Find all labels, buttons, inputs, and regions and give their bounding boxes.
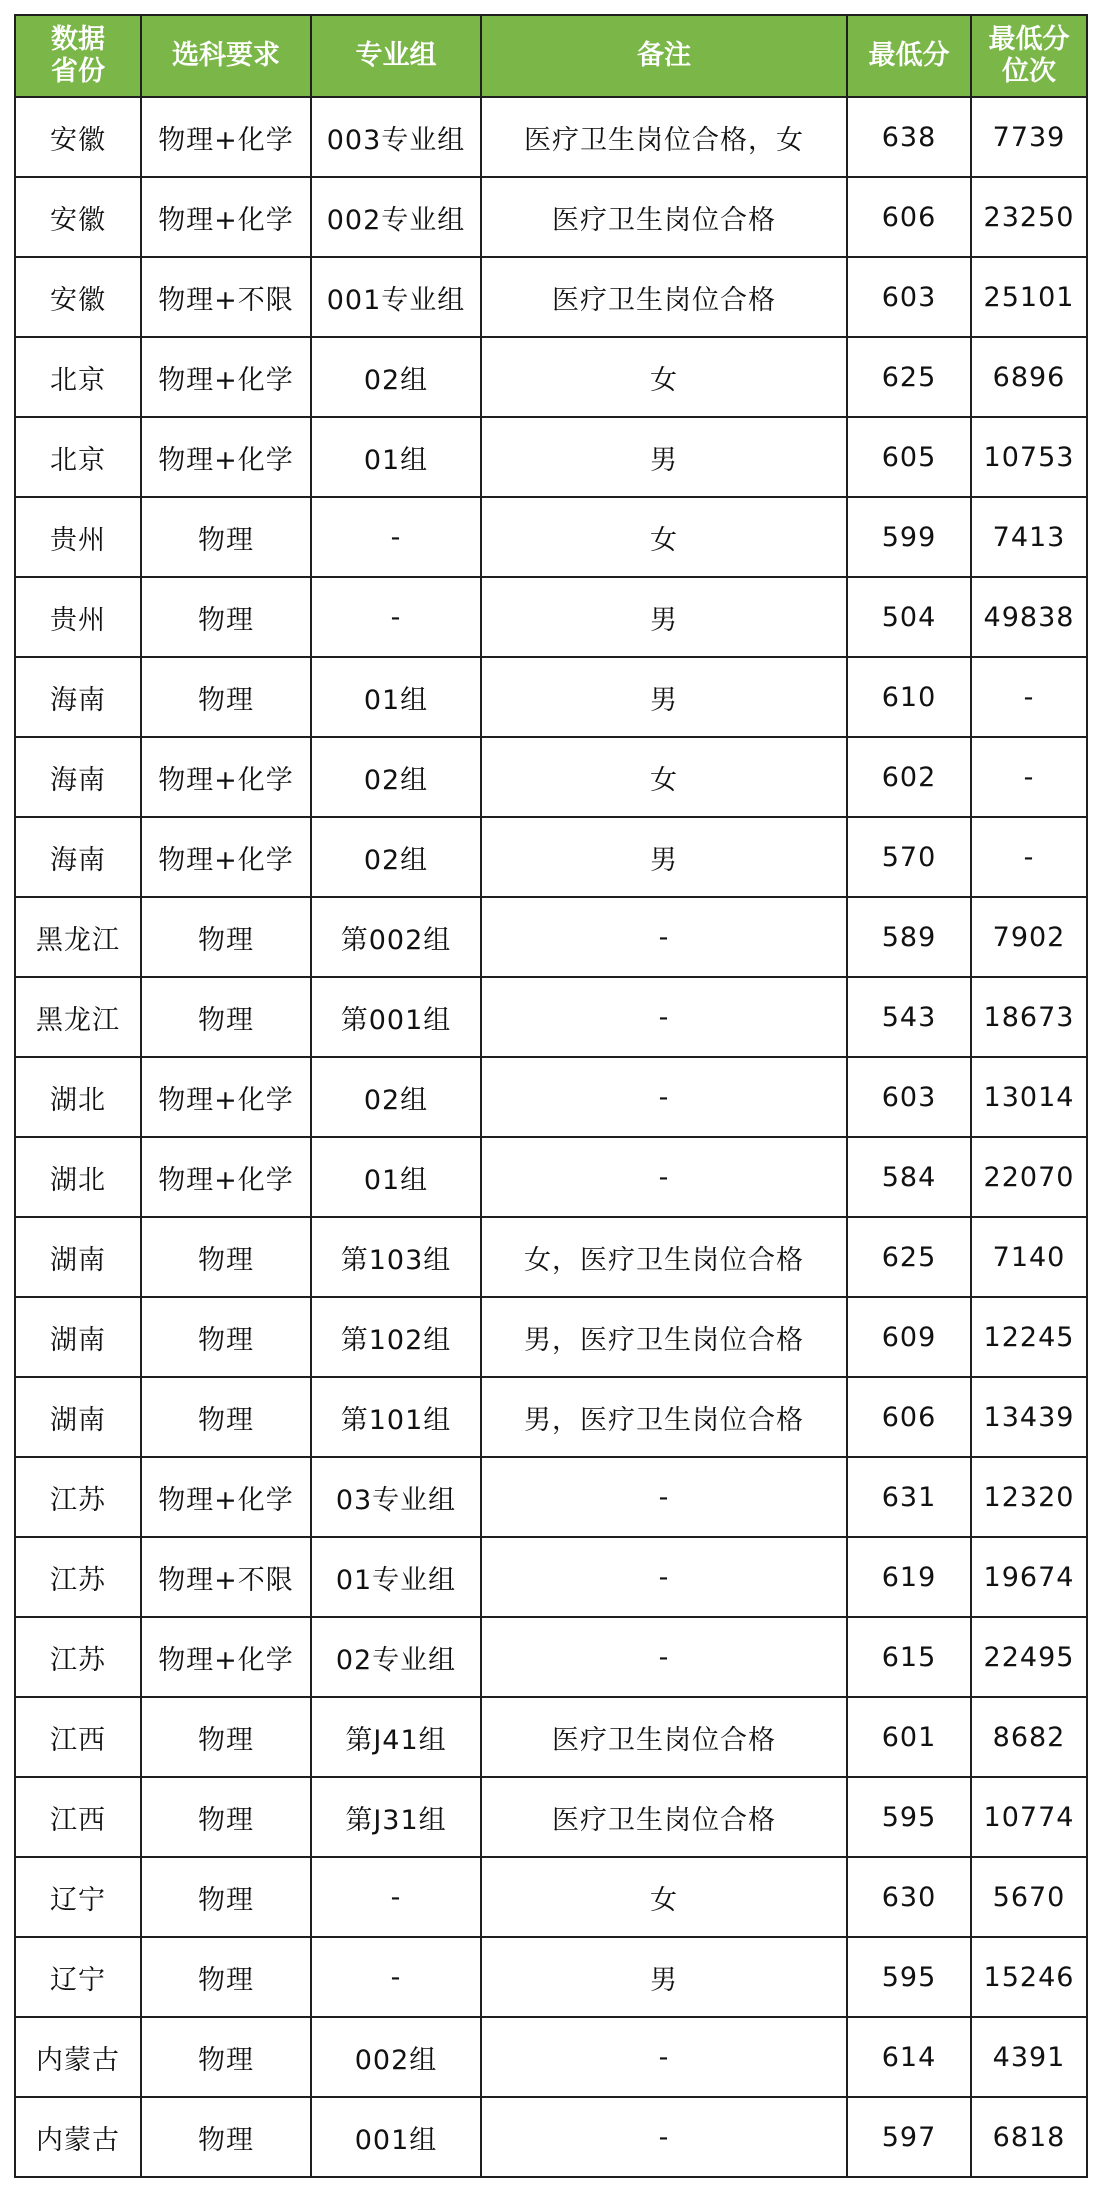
cell-province: 海南 bbox=[15, 657, 141, 737]
table-row bbox=[15, 2097, 1087, 2177]
cell-min-score: 595 bbox=[847, 1937, 971, 2017]
cell-remark: - bbox=[481, 1057, 847, 1137]
cell-min-score: 597 bbox=[847, 2097, 971, 2177]
cell-subjects: 物理 bbox=[141, 1937, 311, 2017]
cell-min-rank: 13014 bbox=[971, 1057, 1087, 1137]
cell-group: 02组 bbox=[311, 737, 481, 817]
table-row bbox=[15, 2017, 1087, 2097]
table-row bbox=[15, 1217, 1087, 1297]
cell-province: 海南 bbox=[15, 817, 141, 897]
cell-remark: 女 bbox=[481, 737, 847, 817]
table-row bbox=[15, 1057, 1087, 1137]
cell-remark: - bbox=[481, 1617, 847, 1697]
cell-province: 湖北 bbox=[15, 1057, 141, 1137]
cell-min-rank: 18673 bbox=[971, 977, 1087, 1057]
header-row bbox=[15, 15, 1087, 97]
table-row bbox=[15, 977, 1087, 1057]
cell-subjects: 物理+化学 bbox=[141, 1457, 311, 1537]
cell-group: 001专业组 bbox=[311, 257, 481, 337]
table-row bbox=[15, 817, 1087, 897]
cell-min-rank: 49838 bbox=[971, 577, 1087, 657]
cell-remark: - bbox=[481, 977, 847, 1057]
cell-subjects: 物理+化学 bbox=[141, 1057, 311, 1137]
cell-subjects: 物理 bbox=[141, 497, 311, 577]
cell-min-score: 615 bbox=[847, 1617, 971, 1697]
cell-group: 02组 bbox=[311, 817, 481, 897]
cell-remark: 医疗卫生岗位合格 bbox=[481, 177, 847, 257]
cell-group: 002专业组 bbox=[311, 177, 481, 257]
cell-min-rank: - bbox=[971, 737, 1087, 817]
cell-province: 海南 bbox=[15, 737, 141, 817]
cell-min-score: 625 bbox=[847, 337, 971, 417]
cell-subjects: 物理 bbox=[141, 1377, 311, 1457]
table-row bbox=[15, 1697, 1087, 1777]
header-province-line1: 数据 bbox=[51, 24, 105, 55]
cell-min-rank: 15246 bbox=[971, 1937, 1087, 2017]
cell-province: 北京 bbox=[15, 417, 141, 497]
cell-group: 01专业组 bbox=[311, 1537, 481, 1617]
cell-subjects: 物理+化学 bbox=[141, 97, 311, 177]
table-row bbox=[15, 1377, 1087, 1457]
table-header bbox=[15, 15, 1087, 97]
cell-min-score: 602 bbox=[847, 737, 971, 817]
header-min-rank-line2: 位次 bbox=[1002, 56, 1056, 87]
cell-min-rank: 7902 bbox=[971, 897, 1087, 977]
cell-group: 第J41组 bbox=[311, 1697, 481, 1777]
table-row bbox=[15, 1937, 1087, 2017]
admission-score-table bbox=[14, 14, 1088, 2178]
cell-subjects: 物理+化学 bbox=[141, 817, 311, 897]
cell-group: 第002组 bbox=[311, 897, 481, 977]
cell-min-rank: 6818 bbox=[971, 2097, 1087, 2177]
cell-remark: - bbox=[481, 897, 847, 977]
cell-min-rank: 10753 bbox=[971, 417, 1087, 497]
cell-min-rank: 19674 bbox=[971, 1537, 1087, 1617]
cell-subjects: 物理 bbox=[141, 577, 311, 657]
cell-group: 第J31组 bbox=[311, 1777, 481, 1857]
cell-province: 辽宁 bbox=[15, 1937, 141, 2017]
cell-min-score: 595 bbox=[847, 1777, 971, 1857]
cell-min-score: 601 bbox=[847, 1697, 971, 1777]
cell-subjects: 物理+化学 bbox=[141, 417, 311, 497]
header-min-score: 最低分 bbox=[847, 15, 971, 97]
cell-group: 02组 bbox=[311, 1057, 481, 1137]
cell-subjects: 物理 bbox=[141, 657, 311, 737]
cell-group: 第102组 bbox=[311, 1297, 481, 1377]
cell-group: 001组 bbox=[311, 2097, 481, 2177]
cell-subjects: 物理+化学 bbox=[141, 177, 311, 257]
table-row bbox=[15, 1297, 1087, 1377]
cell-province: 安徽 bbox=[15, 97, 141, 177]
cell-remark: - bbox=[481, 1537, 847, 1617]
cell-province: 贵州 bbox=[15, 577, 141, 657]
cell-min-score: 631 bbox=[847, 1457, 971, 1537]
cell-min-score: 504 bbox=[847, 577, 971, 657]
table-body bbox=[15, 97, 1087, 2177]
cell-group: 第101组 bbox=[311, 1377, 481, 1457]
cell-group: 003专业组 bbox=[311, 97, 481, 177]
cell-subjects: 物理 bbox=[141, 1697, 311, 1777]
cell-group: 01组 bbox=[311, 1137, 481, 1217]
table-row bbox=[15, 1617, 1087, 1697]
cell-remark: 医疗卫生岗位合格 bbox=[481, 1697, 847, 1777]
cell-remark: 男 bbox=[481, 817, 847, 897]
cell-province: 安徽 bbox=[15, 177, 141, 257]
cell-province: 江苏 bbox=[15, 1537, 141, 1617]
cell-province: 江西 bbox=[15, 1777, 141, 1857]
cell-min-score: 619 bbox=[847, 1537, 971, 1617]
cell-province: 江西 bbox=[15, 1697, 141, 1777]
cell-group: 第001组 bbox=[311, 977, 481, 1057]
cell-group: - bbox=[311, 497, 481, 577]
cell-province: 湖南 bbox=[15, 1377, 141, 1457]
header-remark: 备注 bbox=[481, 15, 847, 97]
cell-subjects: 物理 bbox=[141, 1297, 311, 1377]
cell-subjects: 物理 bbox=[141, 977, 311, 1057]
cell-remark: 男，医疗卫生岗位合格 bbox=[481, 1297, 847, 1377]
header-subjects: 选科要求 bbox=[141, 15, 311, 97]
cell-min-rank: 12245 bbox=[971, 1297, 1087, 1377]
cell-min-score: 605 bbox=[847, 417, 971, 497]
cell-min-rank: - bbox=[971, 817, 1087, 897]
cell-min-rank: 23250 bbox=[971, 177, 1087, 257]
cell-province: 湖南 bbox=[15, 1217, 141, 1297]
cell-group: 第103组 bbox=[311, 1217, 481, 1297]
table-row bbox=[15, 417, 1087, 497]
cell-remark: 医疗卫生岗位合格 bbox=[481, 1777, 847, 1857]
cell-remark: 男 bbox=[481, 657, 847, 737]
cell-group: - bbox=[311, 577, 481, 657]
cell-group: - bbox=[311, 1937, 481, 2017]
cell-remark: - bbox=[481, 1457, 847, 1537]
cell-min-score: 606 bbox=[847, 177, 971, 257]
cell-province: 湖南 bbox=[15, 1297, 141, 1377]
cell-remark: 女，医疗卫生岗位合格 bbox=[481, 1217, 847, 1297]
cell-remark: 女 bbox=[481, 1857, 847, 1937]
cell-remark: 男 bbox=[481, 577, 847, 657]
cell-province: 安徽 bbox=[15, 257, 141, 337]
table-row bbox=[15, 177, 1087, 257]
cell-subjects: 物理 bbox=[141, 897, 311, 977]
cell-subjects: 物理 bbox=[141, 1777, 311, 1857]
table-row bbox=[15, 1857, 1087, 1937]
cell-province: 黑龙江 bbox=[15, 897, 141, 977]
cell-remark: 医疗卫生岗位合格，女 bbox=[481, 97, 847, 177]
cell-min-rank: 12320 bbox=[971, 1457, 1087, 1537]
cell-province: 贵州 bbox=[15, 497, 141, 577]
table-row bbox=[15, 1137, 1087, 1217]
table-row bbox=[15, 657, 1087, 737]
cell-min-rank: 7739 bbox=[971, 97, 1087, 177]
cell-min-score: 543 bbox=[847, 977, 971, 1057]
header-min-rank bbox=[971, 15, 1087, 97]
cell-subjects: 物理+化学 bbox=[141, 1137, 311, 1217]
cell-group: 002组 bbox=[311, 2017, 481, 2097]
cell-remark: 女 bbox=[481, 337, 847, 417]
cell-province: 黑龙江 bbox=[15, 977, 141, 1057]
header-group: 专业组 bbox=[311, 15, 481, 97]
admission-score-table-wrapper bbox=[14, 14, 1088, 2178]
cell-remark: - bbox=[481, 2097, 847, 2177]
cell-min-rank: 7413 bbox=[971, 497, 1087, 577]
cell-min-score: 625 bbox=[847, 1217, 971, 1297]
cell-remark: - bbox=[481, 1137, 847, 1217]
cell-min-rank: 4391 bbox=[971, 2017, 1087, 2097]
cell-subjects: 物理+化学 bbox=[141, 337, 311, 417]
cell-group: 02专业组 bbox=[311, 1617, 481, 1697]
cell-group: 01组 bbox=[311, 657, 481, 737]
cell-remark: 男 bbox=[481, 417, 847, 497]
cell-min-rank: - bbox=[971, 657, 1087, 737]
cell-min-score: 610 bbox=[847, 657, 971, 737]
cell-min-rank: 8682 bbox=[971, 1697, 1087, 1777]
cell-group: 02组 bbox=[311, 337, 481, 417]
cell-remark: 医疗卫生岗位合格 bbox=[481, 257, 847, 337]
table-row bbox=[15, 897, 1087, 977]
cell-min-score: 630 bbox=[847, 1857, 971, 1937]
cell-min-rank: 13439 bbox=[971, 1377, 1087, 1457]
cell-province: 江苏 bbox=[15, 1617, 141, 1697]
table-row bbox=[15, 1777, 1087, 1857]
cell-min-score: 584 bbox=[847, 1137, 971, 1217]
cell-group: 01组 bbox=[311, 417, 481, 497]
table-row bbox=[15, 1457, 1087, 1537]
cell-subjects: 物理 bbox=[141, 1857, 311, 1937]
table-row bbox=[15, 257, 1087, 337]
cell-min-score: 599 bbox=[847, 497, 971, 577]
cell-min-rank: 6896 bbox=[971, 337, 1087, 417]
cell-min-score: 606 bbox=[847, 1377, 971, 1457]
cell-min-score: 603 bbox=[847, 257, 971, 337]
cell-min-rank: 5670 bbox=[971, 1857, 1087, 1937]
cell-province: 湖北 bbox=[15, 1137, 141, 1217]
cell-min-rank: 25101 bbox=[971, 257, 1087, 337]
cell-province: 内蒙古 bbox=[15, 2097, 141, 2177]
cell-min-score: 609 bbox=[847, 1297, 971, 1377]
cell-min-rank: 22495 bbox=[971, 1617, 1087, 1697]
cell-remark: - bbox=[481, 2017, 847, 2097]
cell-min-score: 570 bbox=[847, 817, 971, 897]
cell-subjects: 物理+化学 bbox=[141, 737, 311, 817]
cell-min-score: 603 bbox=[847, 1057, 971, 1137]
cell-province: 辽宁 bbox=[15, 1857, 141, 1937]
cell-remark: 女 bbox=[481, 497, 847, 577]
cell-min-score: 589 bbox=[847, 897, 971, 977]
table-row bbox=[15, 577, 1087, 657]
cell-min-rank: 10774 bbox=[971, 1777, 1087, 1857]
table-row bbox=[15, 497, 1087, 577]
cell-remark: 男，医疗卫生岗位合格 bbox=[481, 1377, 847, 1457]
cell-province: 江苏 bbox=[15, 1457, 141, 1537]
header-province-line2: 省份 bbox=[51, 56, 105, 87]
cell-subjects: 物理+不限 bbox=[141, 1537, 311, 1617]
table-row bbox=[15, 737, 1087, 817]
cell-province: 北京 bbox=[15, 337, 141, 417]
header-min-rank-line1: 最低分 bbox=[988, 24, 1070, 55]
table-row bbox=[15, 1537, 1087, 1617]
cell-group: - bbox=[311, 1857, 481, 1937]
table-row bbox=[15, 97, 1087, 177]
cell-subjects: 物理+化学 bbox=[141, 1617, 311, 1697]
cell-subjects: 物理+不限 bbox=[141, 257, 311, 337]
header-province bbox=[15, 15, 141, 97]
cell-subjects: 物理 bbox=[141, 1217, 311, 1297]
cell-subjects: 物理 bbox=[141, 2097, 311, 2177]
table-row bbox=[15, 337, 1087, 417]
cell-province: 内蒙古 bbox=[15, 2017, 141, 2097]
cell-min-score: 638 bbox=[847, 97, 971, 177]
cell-min-rank: 7140 bbox=[971, 1217, 1087, 1297]
cell-min-score: 614 bbox=[847, 2017, 971, 2097]
cell-min-rank: 22070 bbox=[971, 1137, 1087, 1217]
cell-remark: 男 bbox=[481, 1937, 847, 2017]
cell-group: 03专业组 bbox=[311, 1457, 481, 1537]
cell-subjects: 物理 bbox=[141, 2017, 311, 2097]
